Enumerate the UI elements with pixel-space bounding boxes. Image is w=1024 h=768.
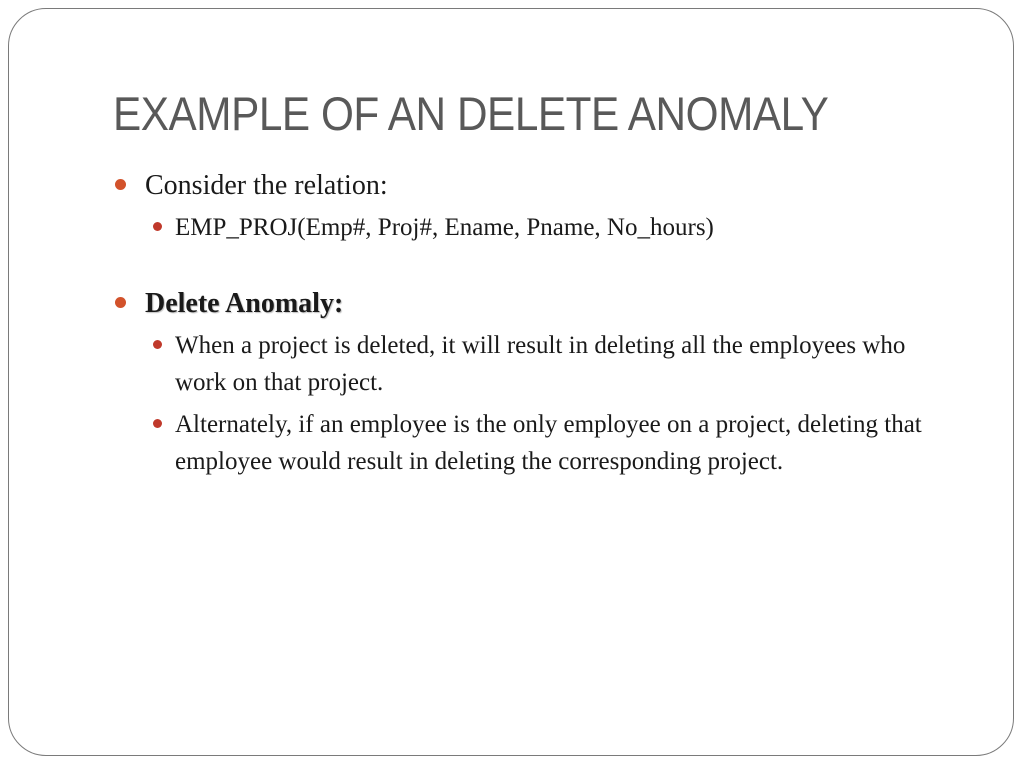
bullet-item-consider (113, 168, 953, 204)
sub-bullet-text: When a project is deleted, it will result in deleting all the employees who work on that project. (175, 332, 906, 396)
bullet-text: Consider the relation: (145, 170, 388, 201)
bullet-heading: Delete Anomaly: (145, 288, 344, 319)
sub-bullet-project-deleted (113, 327, 953, 401)
bullet-dot-icon (153, 340, 162, 349)
sub-bullet-relation (113, 209, 953, 246)
bullet-dot-icon (153, 419, 162, 428)
slide-title: EXAMPLE OF AN DELETE ANOMALY (113, 87, 829, 140)
bullet-dot-icon (115, 297, 126, 308)
bullet-item-delete-anomaly (113, 286, 953, 322)
slide-body (113, 168, 953, 480)
sub-bullet-only-employee (113, 406, 953, 480)
bullet-dot-icon (115, 179, 126, 190)
bullet-dot-icon (153, 222, 162, 231)
sub-bullet-text: Alternately, if an employee is the only employee on a project, deleting that employee would result in deleting the corresponding project. (175, 411, 922, 475)
sub-bullet-text: EMP_PROJ(Emp#, Proj#, Ename, Pname, No_hours) (175, 214, 714, 241)
